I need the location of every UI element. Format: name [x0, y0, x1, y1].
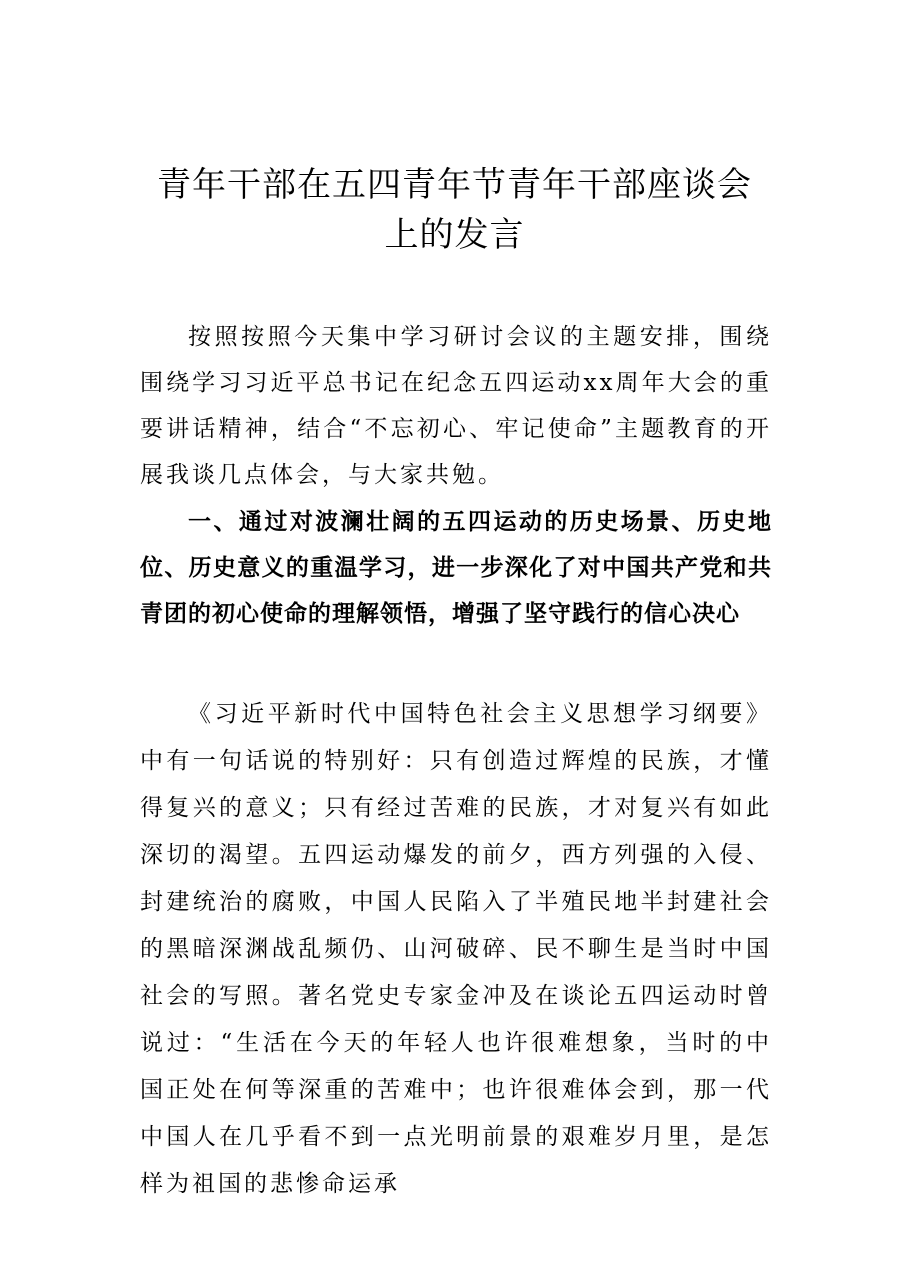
- document-title: 青年干部在五四青年节青年干部座谈会上的发言: [157, 165, 752, 255]
- body-paragraph: 《习近平新时代中国特色社会主义思想学习纲要》中有一句话说的特别好：只有创造过辉煌的民族，才懂得复兴的意义；只有经过苦难的民族，才对复兴有如此深切的渴望。五四运动爆发的前夕，西方列强的入侵、封建统治的腐败，中国人民陷入了半殖民地半封建社会的黑暗深渊战乱频仍、山河破碎、民不聊生是当时中国社会的写照。著名党史专家金冲及在谈论五四运动时曾说过：“生活在今天的年轻人也许很难想象，当时的中国正处在何等深重的苦难中；也许很难体会到，那一代中国人在几乎看不到一点光明前景的艰难岁月里，是怎样为祖国的悲惨命运承: [140, 701, 772, 1197]
- intro-paragraph: 按照按照今天集中学习研讨会议的主题安排，围绕围绕学习习近平总书记在纪念五四运动xx周年大会的重要讲话精神，结合“不忘初心、牢记使命”主题教育的开展我谈几点体会，与大家共勉。: [140, 324, 772, 488]
- section-heading-1: 一、通过对波澜壮阔的五四运动的历史场景、历史地位、历史意义的重温学习，进一步深化了对中国共产党和共青团的初心使命的理解领悟，增强了坚守践行的信心决心: [140, 509, 772, 627]
